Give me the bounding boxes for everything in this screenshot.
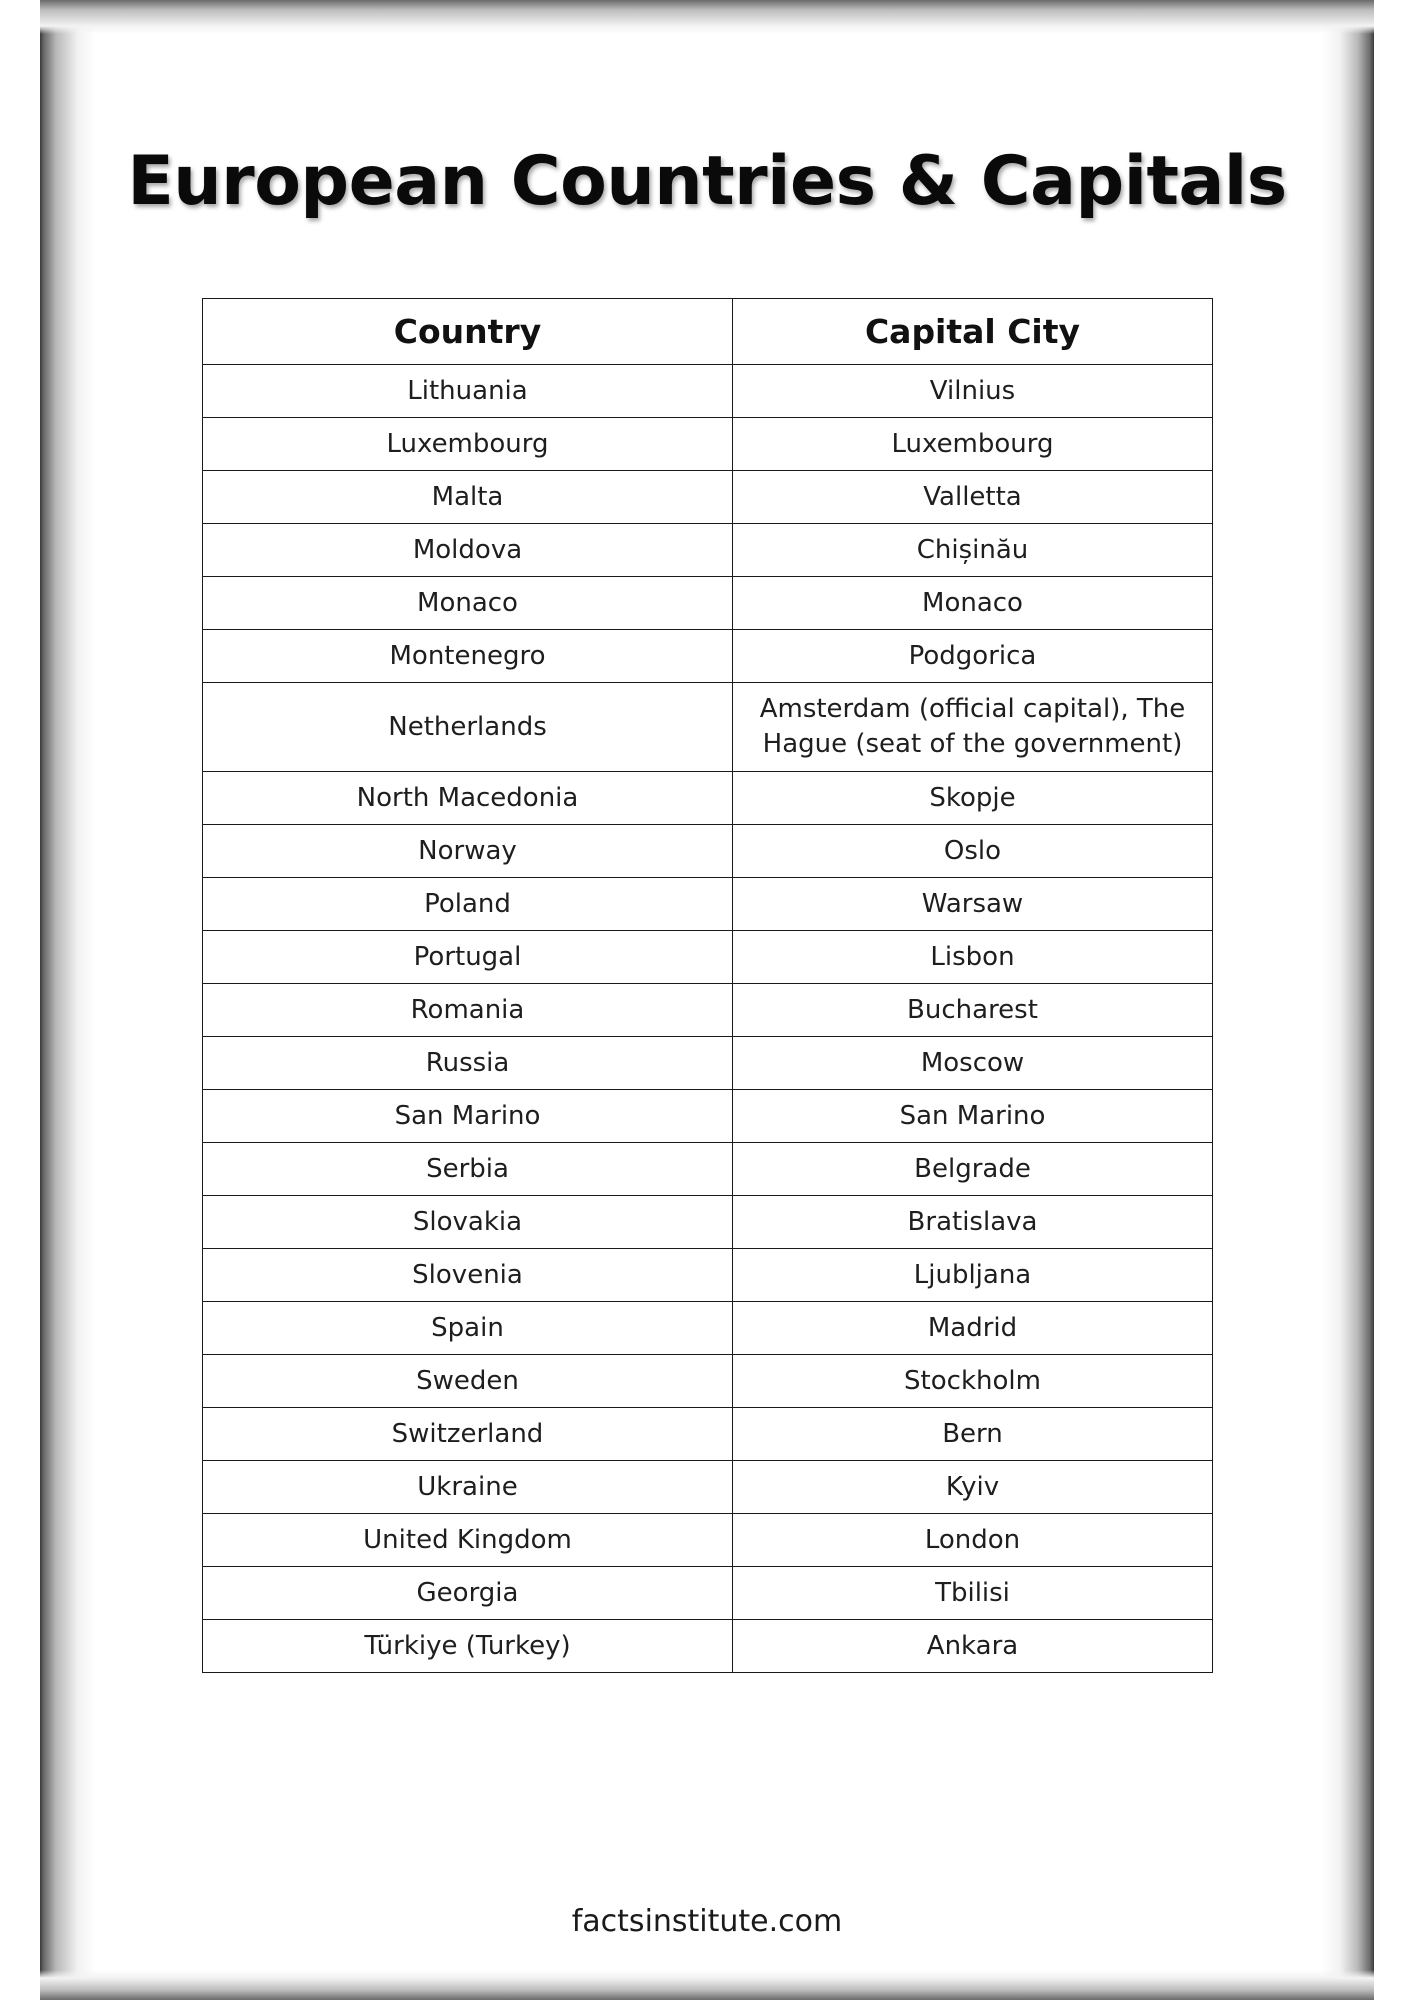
country-cell: Malta (203, 471, 733, 524)
capital-cell: Monaco (733, 577, 1213, 630)
capital-cell: San Marino (733, 1090, 1213, 1143)
table-header-row (203, 299, 1213, 365)
table-row (203, 1355, 1213, 1408)
country-cell: Russia (203, 1037, 733, 1090)
table-row (203, 1514, 1213, 1567)
table-row (203, 1037, 1213, 1090)
capital-cell: Stockholm (733, 1355, 1213, 1408)
country-cell: Serbia (203, 1143, 733, 1196)
country-cell: Luxembourg (203, 418, 733, 471)
country-cell: Slovakia (203, 1196, 733, 1249)
capital-cell: Bern (733, 1408, 1213, 1461)
table-row (203, 1249, 1213, 1302)
capital-cell: Vilnius (733, 365, 1213, 418)
capital-cell: Chișinău (733, 524, 1213, 577)
country-cell: Georgia (203, 1567, 733, 1620)
country-cell: Sweden (203, 1355, 733, 1408)
country-cell: Romania (203, 984, 733, 1037)
country-cell: Ukraine (203, 1461, 733, 1514)
country-cell: Montenegro (203, 630, 733, 683)
table-row (203, 524, 1213, 577)
capital-cell: Ljubljana (733, 1249, 1213, 1302)
table-row (203, 1196, 1213, 1249)
column-header-country: Country (203, 299, 733, 365)
table-row (203, 418, 1213, 471)
capital-cell: Luxembourg (733, 418, 1213, 471)
country-cell: Türkiye (Turkey) (203, 1620, 733, 1673)
table-row (203, 683, 1213, 772)
capital-cell: Belgrade (733, 1143, 1213, 1196)
capital-cell: Bratislava (733, 1196, 1213, 1249)
capital-cell: Skopje (733, 772, 1213, 825)
capital-cell: Bucharest (733, 984, 1213, 1037)
country-cell: United Kingdom (203, 1514, 733, 1567)
table-row (203, 1408, 1213, 1461)
country-cell: Portugal (203, 931, 733, 984)
country-cell: Moldova (203, 524, 733, 577)
capital-cell: Kyiv (733, 1461, 1213, 1514)
table-row (203, 1302, 1213, 1355)
table-row (203, 471, 1213, 524)
table-row (203, 1567, 1213, 1620)
column-header-capital: Capital City (733, 299, 1213, 365)
country-cell: Lithuania (203, 365, 733, 418)
capital-cell: Oslo (733, 825, 1213, 878)
table-row (203, 1143, 1213, 1196)
country-cell: Norway (203, 825, 733, 878)
table-body (203, 365, 1213, 1673)
capital-cell: Valletta (733, 471, 1213, 524)
country-cell: Spain (203, 1302, 733, 1355)
table-row (203, 1461, 1213, 1514)
footer-website: factsinstitute.com (571, 1904, 843, 1939)
table-row (203, 365, 1213, 418)
capital-cell: Moscow (733, 1037, 1213, 1090)
table-row (203, 1620, 1213, 1673)
table-row (203, 577, 1213, 630)
capital-cell: Tbilisi (733, 1567, 1213, 1620)
page-title: European Countries & Capitals (127, 141, 1287, 221)
country-cell: Poland (203, 878, 733, 931)
capitals-table-container (202, 298, 1212, 1673)
country-cell: Netherlands (203, 683, 733, 772)
table-row (203, 984, 1213, 1037)
capitals-table (202, 298, 1213, 1673)
table-row (203, 630, 1213, 683)
capital-cell: London (733, 1514, 1213, 1567)
table-row (203, 772, 1213, 825)
capital-cell: Podgorica (733, 630, 1213, 683)
capital-cell: Ankara (733, 1620, 1213, 1673)
country-cell: Monaco (203, 577, 733, 630)
country-cell: Slovenia (203, 1249, 733, 1302)
country-cell: San Marino (203, 1090, 733, 1143)
capital-cell: Madrid (733, 1302, 1213, 1355)
capital-cell: Lisbon (733, 931, 1213, 984)
table-row (203, 1090, 1213, 1143)
country-cell: Switzerland (203, 1408, 733, 1461)
capital-cell: Warsaw (733, 878, 1213, 931)
capital-cell: Amsterdam (official capital), The Hague (seat of the government) (733, 683, 1213, 772)
table-row (203, 878, 1213, 931)
table-row (203, 931, 1213, 984)
table-row (203, 825, 1213, 878)
country-cell: North Macedonia (203, 772, 733, 825)
